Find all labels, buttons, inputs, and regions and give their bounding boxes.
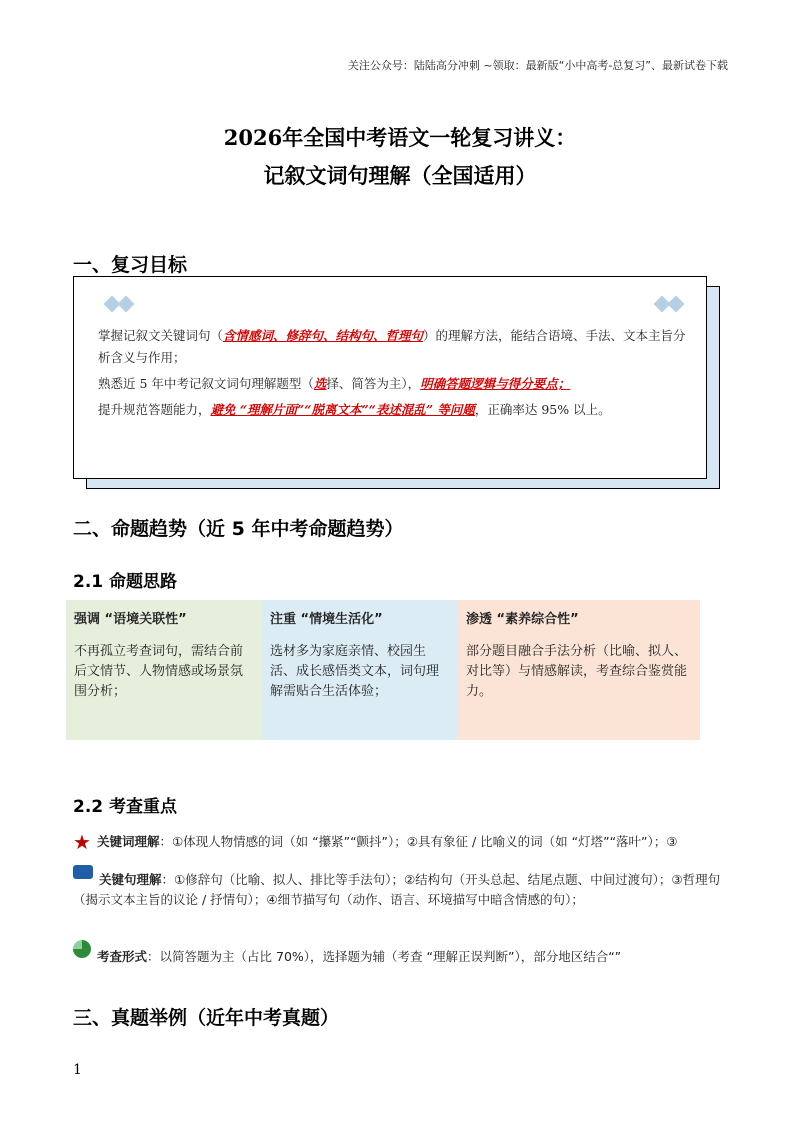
section1-heading: 一、复习目标 — [73, 254, 188, 276]
page-title-line2: 记叙文词句理解（全国适用） — [263, 163, 537, 188]
goal-box — [73, 276, 707, 479]
pie-chart-icon — [73, 940, 91, 958]
trend-column-3 — [458, 600, 700, 740]
focus-point-label: 关键句理解 — [99, 872, 162, 887]
focus-point-1 — [73, 832, 800, 852]
star-icon: ★ — [73, 832, 91, 852]
page-number: 1 — [73, 1062, 82, 1078]
trend-column-title: 强调 “语境关联性” — [74, 612, 187, 627]
page-title-line1: 2026年全国中考语文一轮复习讲义： — [223, 125, 577, 150]
section2-heading: 二、命题趋势（近 5 年中考命题趋势） — [73, 518, 404, 540]
goal2-pre: 熟悉近 5 年中考记叙文词句理解题型（ — [98, 376, 314, 391]
diamond-decoration-icon — [106, 295, 134, 314]
trend-column-title: 注重 “情境生活化” — [270, 612, 383, 627]
goal-text — [98, 325, 688, 425]
goal3-post: ，正确率达 95% 以上。 — [474, 402, 611, 417]
goal1-highlight: 含情感词、修辞句、结构句、哲理句 — [223, 328, 424, 343]
subsection-2-2-heading: 2.2 考查重点 — [73, 797, 178, 817]
focus-point-2 — [73, 870, 733, 910]
speech-bubble-icon — [73, 865, 93, 879]
trend-column-body: 选材多为家庭亲情、校园生活、成长感悟类文本，词句理解需贴合生活体验； — [270, 644, 440, 699]
focus-point-text: ：以简答题为主（占比 70%），选择题为辅（考查 “理解正误判断”），部分地区结合“” — [147, 949, 622, 964]
trend-column-body: 不再孤立考查词句，需结合前后文情节、人物情感或场景氛围分析； — [74, 644, 244, 699]
section3-heading: 三、真题举例（近年中考真题） — [73, 1007, 340, 1029]
subsection-2-1-heading: 2.1 命题思路 — [73, 572, 178, 592]
trend-column-title: 渗透 “素养综合性” — [466, 612, 579, 627]
goal-item-1 — [98, 325, 688, 369]
focus-point-text: ：①修辞句（比喻、拟人、排比等手法句）；②结构句（开头总起、结尾点题、中间过渡句）；③哲理句（揭示文本主旨的议论 / 抒情句）；④细节描写句（动作、语言、环境描写中暗含情感的句）； — [73, 872, 721, 907]
goal2-highlight1: 选 — [313, 376, 327, 391]
goal1-post: ）的理解方法，能结合语境、手法、文本主旨分析含义与作用； — [98, 328, 686, 365]
goal2-mid: 择、简答为主）， — [326, 376, 421, 391]
focus-point-label: 考查形式 — [97, 949, 148, 964]
diamond-decoration-icon — [656, 295, 684, 314]
goal1-pre: 掌握记叙文关键词句（ — [98, 328, 224, 343]
trend-column-1 — [66, 600, 262, 740]
trend-column-2 — [262, 600, 458, 740]
goal-item-2 — [98, 373, 688, 395]
focus-point-label: 关键词理解 — [96, 834, 160, 849]
goal2-highlight2: 明确答题逻辑与得分要点； — [420, 376, 571, 391]
goal3-highlight: 避免 “理解片面”“脱离文本”“表述混乱” 等问题 — [210, 402, 475, 417]
focus-point-text: ：①体现人物情感的词（如 “攥紧”“颤抖”）；②具有象征 / 比喻义的词（如 “灯塔”“落叶”）；③ — [159, 834, 678, 849]
goal3-pre: 提升规范答题能力， — [98, 402, 211, 417]
header-note: 关注公众号：陆陆高分冲刺 ~领取：最新版“小中高考-总复习”、最新试卷下载 — [347, 59, 728, 72]
trend-column-body: 部分题目融合手法分析（比喻、拟人、对比等）与情感解读，考查综合鉴赏能力。 — [466, 644, 688, 699]
goal-item-3 — [98, 399, 688, 421]
focus-point-3 — [73, 946, 733, 967]
